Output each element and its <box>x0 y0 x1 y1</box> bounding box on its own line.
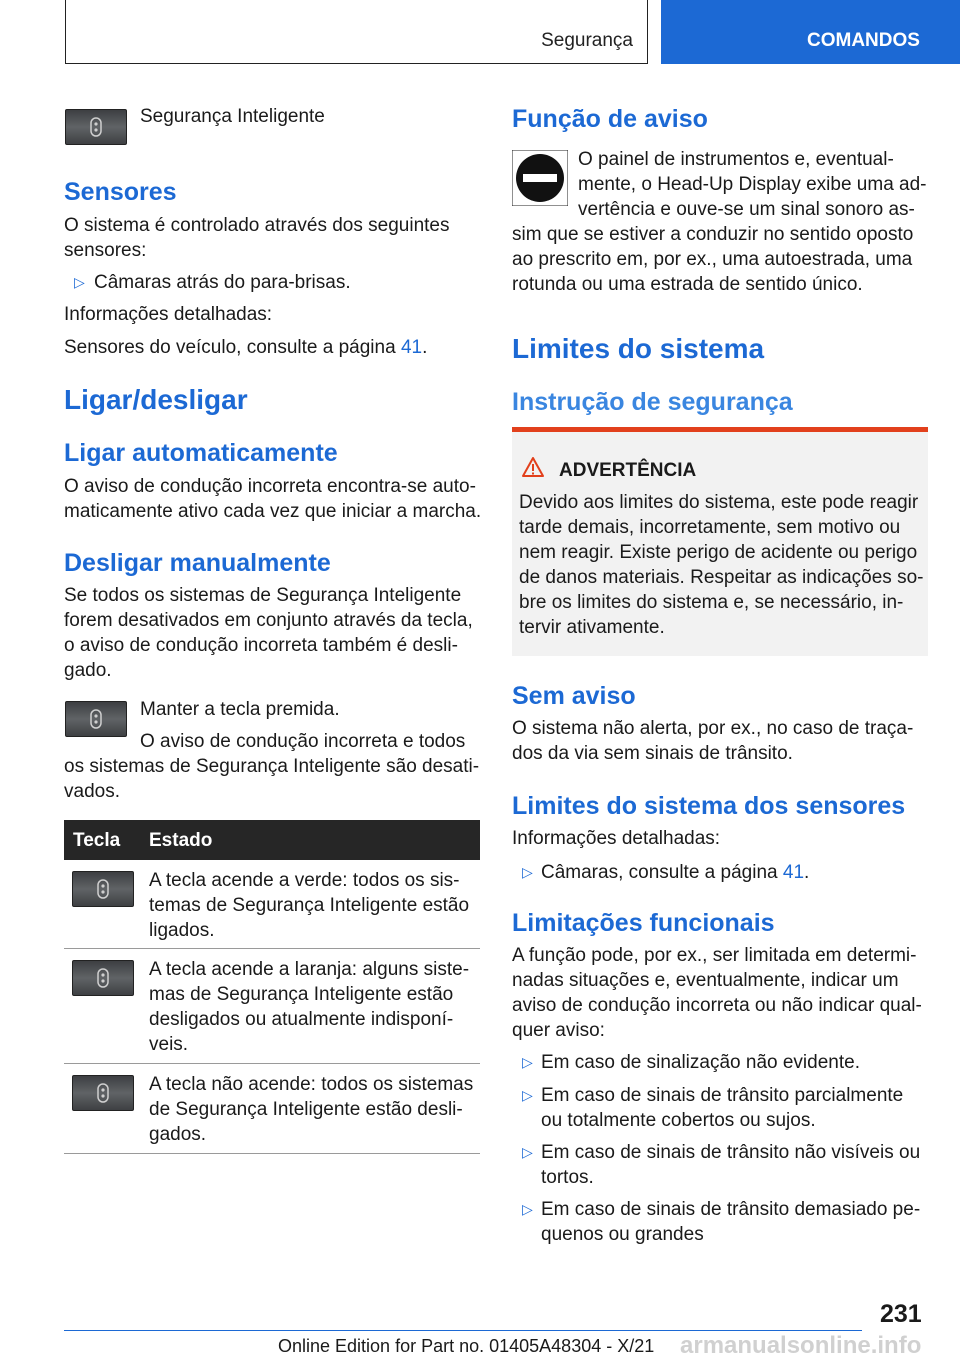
heading-funcao-aviso: Função de aviso <box>512 105 708 133</box>
list-item: tortos. <box>541 1167 594 1188</box>
watermark: armanualsonline.info <box>680 1332 922 1359</box>
heading-limites-sensores: Limites do sistema dos sensores <box>512 792 906 820</box>
sem-line1: O sistema não alerta, por ex., no caso de traça- <box>512 718 914 739</box>
auto-line1: O aviso de condução incorreta encontra-se auto- <box>64 476 476 497</box>
func-line2: nadas situações e, eventualmente, indicar um <box>512 970 899 991</box>
row-divider <box>64 1153 480 1154</box>
manter-text: Manter a tecla premida. <box>140 699 340 720</box>
manual-line3: o aviso de condução incorreta também é desli- <box>64 635 458 656</box>
list-item: Em caso de sinalização não evidente. <box>541 1052 860 1073</box>
info-label: Informações detalhadas: <box>64 304 273 325</box>
funcao-line3: vertência e ouve-se um sinal sonoro as- <box>578 199 915 220</box>
edition-text: Online Edition for Part no. 01405A48304 - X/21 <box>278 1336 655 1356</box>
sem-line2: dos da via sem sinais de trânsito. <box>512 743 793 764</box>
func-line1: A função pode, por ex., ser limitada em determi- <box>512 945 917 966</box>
button-orange-icon <box>72 960 134 996</box>
heading-instrucao-seguranca: Instrução de segurança <box>512 388 793 416</box>
bullet-icon: ▷ <box>522 864 533 880</box>
funcao-line5: ao prescrito em, por ex., uma autoestrada, uma <box>512 249 913 270</box>
info-reference: Sensores do veículo, consulte a página 41. <box>64 337 428 358</box>
lim-sens-bullet: Câmaras, consulte a página 41. <box>541 862 810 883</box>
heading-sem-aviso: Sem aviso <box>512 682 636 710</box>
header-section-box <box>65 0 648 64</box>
sensores-line2: sensores: <box>64 240 147 261</box>
list-item: Em caso de sinais de trânsito demasiado pe- <box>541 1199 921 1220</box>
warning-title: ADVERTÊNCIA <box>559 460 697 481</box>
intro-text: Segurança Inteligente <box>140 106 325 127</box>
func-line4: quer aviso: <box>512 1020 605 1041</box>
table-row: A tecla não acende: todos os sistemas de Segurança Inteligente estão desli- gados. <box>149 1074 474 1145</box>
section-title: Segurança <box>541 30 633 51</box>
bullet-icon: ▷ <box>522 1144 533 1160</box>
row-divider <box>64 1063 480 1064</box>
func-line3: aviso de condução incorreta ou não indicar qual- <box>512 995 922 1016</box>
safety-button-icon <box>65 109 127 145</box>
warning-triangle-icon <box>521 456 545 478</box>
manual-line2: forem desativados em conjunto através da tecla, <box>64 610 473 631</box>
auto-line2: maticamente ativo cada vez que iniciar a marcha. <box>64 501 482 522</box>
button-off-icon <box>72 1075 134 1111</box>
no-entry-icon <box>512 150 568 206</box>
funcao-line6: rotunda ou uma estrada de sentido único. <box>512 274 863 295</box>
heading-desligar-manual: Desligar manualmente <box>64 549 331 577</box>
table-row: A tecla acende a verde: todos os sis- temas de Segurança Inteligente estão ligados. <box>149 870 470 941</box>
page-link-41[interactable]: 41 <box>400 337 423 358</box>
list-item: Em caso de sinais de trânsito não visíveis ou <box>541 1142 921 1163</box>
warning-box <box>512 427 928 656</box>
list-item: quenos ou grandes <box>541 1224 704 1245</box>
footer-rule <box>64 1330 862 1331</box>
page-link-41[interactable]: 41 <box>782 862 805 883</box>
heading-ligar-desligar: Ligar/desligar <box>64 384 248 415</box>
manter-line2: os sistemas de Segurança Inteligente são desati- <box>64 756 480 777</box>
heading-ligar-auto: Ligar automaticamente <box>64 439 338 467</box>
manter-line1: O aviso de condução incorreta e todos <box>140 731 466 752</box>
bullet-icon: ▷ <box>522 1054 533 1070</box>
warning-text: Devido aos limites do sistema, este pode reagir tarde demais, incorretamente, sem motivo ou nem reagir. Existe perigo de acidente ou perigo de danos materiais. Respeitar as indicações so- bre os limites do sistema e, se necessário, in- tervir ativamente. <box>519 492 924 638</box>
safety-button-icon <box>65 701 127 737</box>
heading-sensores: Sensores <box>64 178 177 206</box>
funcao-line4: sim que se estiver a conduzir no sentido oposto <box>512 224 914 245</box>
list-item: ou totalmente cobertos ou sujos. <box>541 1110 816 1131</box>
manual-line4: gado. <box>64 660 112 681</box>
tab-comandos[interactable] <box>661 0 960 64</box>
funcao-line1: O painel de instrumentos e, eventual- <box>578 149 894 170</box>
bullet-icon: ▷ <box>74 274 85 290</box>
manual-line1: Se todos os sistemas de Segurança Inteligente <box>64 585 462 606</box>
table-row: A tecla acende a laranja: alguns siste- mas de Segurança Inteligente estão desligados ou atualmente indisponí- veis. <box>149 959 470 1055</box>
bullet-icon: ▷ <box>522 1087 533 1103</box>
lim-sens-label: Informações detalhadas: <box>512 828 721 849</box>
col-header-tecla: Tecla <box>73 830 121 851</box>
funcao-line2: mente, o Head-Up Display exibe uma ad- <box>578 174 927 195</box>
heading-limitacoes: Limitações funcionais <box>512 909 775 937</box>
sensores-bullet: Câmaras atrás do para-brisas. <box>94 272 351 293</box>
col-header-estado: Estado <box>149 830 213 851</box>
heading-limites-sistema: Limites do sistema <box>512 333 765 364</box>
table-header <box>64 820 480 860</box>
row-divider <box>64 948 480 949</box>
list-item: Em caso de sinais de trânsito parcialmente <box>541 1085 904 1106</box>
button-green-icon <box>72 871 134 907</box>
page-number: 231 <box>880 1300 922 1328</box>
sensores-line1: O sistema é controlado através dos seguintes <box>64 215 450 236</box>
tab-label: COMANDOS <box>807 30 920 51</box>
manter-line3: vados. <box>64 781 120 802</box>
bullet-icon: ▷ <box>522 1201 533 1217</box>
